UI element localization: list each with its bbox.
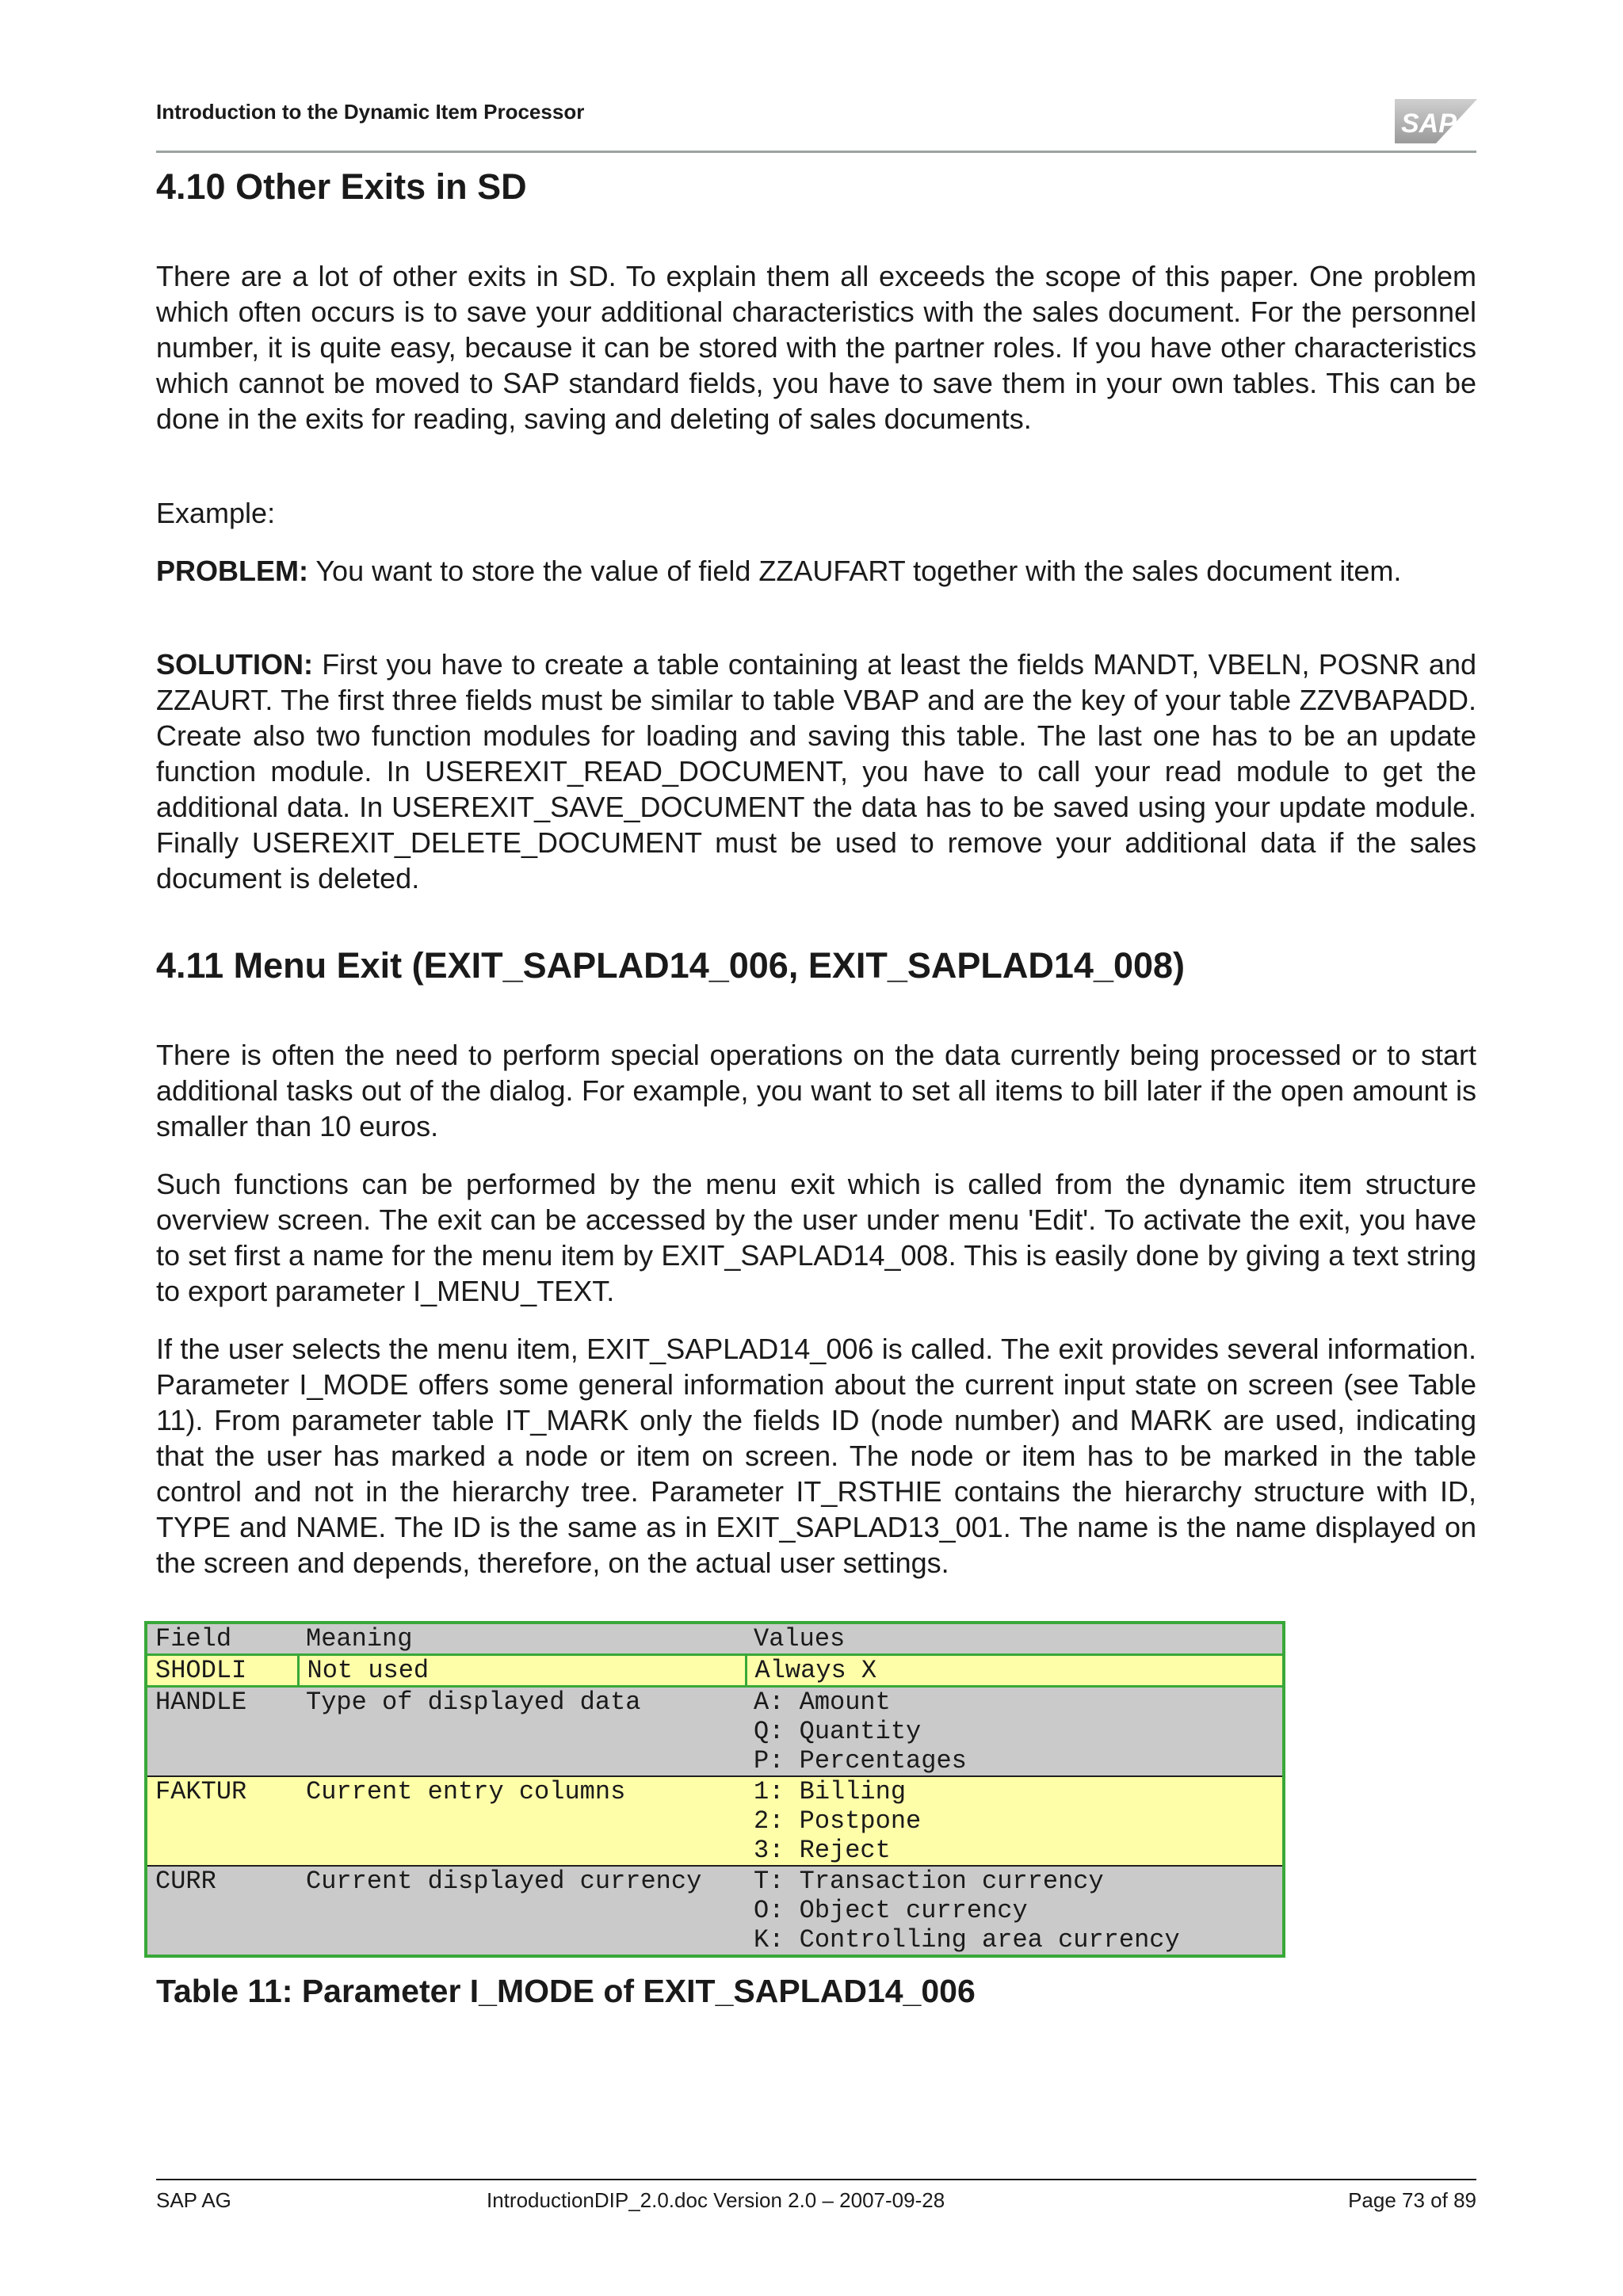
- problem-paragraph: [156, 553, 1476, 589]
- table-cell-meaning: Current displayed currency: [298, 1866, 746, 1956]
- table-caption: Table 11: Parameter I_MODE of EXIT_SAPLAD14_006: [156, 1973, 976, 2009]
- table-header-cell: Meaning: [298, 1623, 746, 1655]
- table-row: [146, 1655, 1284, 1687]
- solution-text: First you have to create a table containing at least the fields MANDT, VBELN, POSNR and ZZAURT. The first three fields must be similar to table VBAP and are the key of your table ZZVBAPADD. Create also two function modules for loading and saving this table. The last one has to be an update function module. In USEREXIT_READ_DOCUMENT, you have to call your read module to get the additional data. In USEREXIT_SAVE_DOCUMENT the data has to be saved using your update module. Finally USEREXIT_DELETE_DOCUMENT must be used to remove your additional data if the sales document is deleted.: [156, 648, 1476, 894]
- section-heading-4-11: 4.11 Menu Exit (EXIT_SAPLAD14_006, EXIT_SAPLAD14_008): [156, 945, 1186, 986]
- sap-logo: [1395, 99, 1477, 143]
- table-cell-field: CURR: [146, 1866, 298, 1956]
- footer-page-number: Page 73 of 89: [1348, 2188, 1476, 2212]
- problem-label: PROBLEM:: [156, 555, 308, 587]
- paragraph-menu-exit-functions: Such functions can be performed by the menu exit which is called from the dynamic item structure overview screen. The exit can be accessed by the user under menu 'Edit'. To activate the exit, you have to set first a name for the menu item by EXIT_SAPLAD14_008. This is easily done by giving a text string to export parameter I_MENU_TEXT.: [156, 1168, 1476, 1307]
- solution-paragraph: [156, 646, 1476, 896]
- header-divider: [156, 151, 1476, 153]
- table-cell-meaning: Type of displayed data: [298, 1687, 746, 1777]
- footer-divider: [156, 2179, 1476, 2180]
- table-header-cell: Values: [746, 1623, 1284, 1655]
- table-cell-values: Always X: [746, 1655, 1284, 1687]
- problem-text: You want to store the value of field ZZAUFART together with the sales document item.: [308, 555, 1402, 587]
- table-row: [146, 1866, 1284, 1956]
- table-cell-field: FAKTUR: [146, 1776, 298, 1866]
- table-row: [146, 1776, 1284, 1866]
- table-cell-values: A: Amount Q: Quantity P: Percentages: [746, 1687, 1284, 1777]
- table-cell-field: HANDLE: [146, 1687, 298, 1777]
- footer-company: SAP AG: [156, 2188, 231, 2212]
- solution-label: SOLUTION:: [156, 648, 313, 681]
- table-cell-meaning: Not used: [298, 1655, 746, 1687]
- paragraph-menu-exit-parameters: If the user selects the menu item, EXIT_SAPLAD14_006 is called. The exit provides several information. Parameter I_MODE offers some general information about the current input state on screen (see Table 11). From parameter table IT_MARK only the fields ID (node number) and MARK are used, indicating that the user has marked a node or item on screen. The node or item has to be marked in the table control and not in the hierarchy tree. Parameter IT_RSTHIE contains the hierarchy structure with ID, TYPE and NAME. The ID is the same as in EXIT_SAPLAD13_001. The name is the name displayed on the screen and depends, therefore, on the actual user settings.: [156, 1333, 1476, 1579]
- section-heading-4-10: 4.10 Other Exits in SD: [156, 166, 527, 207]
- table-header-row: [146, 1623, 1284, 1655]
- sap-logo-text: SAP: [1401, 109, 1457, 139]
- table-cell-meaning: Current entry columns: [298, 1776, 746, 1866]
- paragraph-other-exits: There are a lot of other exits in SD. To explain them all exceeds the scope of this paper. One problem which often occurs is to save your additional characteristics with the sales document. For the personnel number, it is quite easy, because it can be stored with the partner roles. If you have other characteristics which cannot be moved to SAP standard fields, you have to save them in your own tables. This can be done in the exits for reading, saving and deleting of sales documents.: [156, 260, 1476, 435]
- footer-document-info: IntroductionDIP_2.0.doc Version 2.0 – 2007-09-28: [487, 2188, 945, 2212]
- i-mode-table: [144, 1621, 1285, 1958]
- table-header-cell: Field: [146, 1623, 298, 1655]
- running-header: Introduction to the Dynamic Item Processor: [156, 100, 585, 124]
- table-row: [146, 1687, 1284, 1777]
- table-cell-values: 1: Billing 2: Postpone 3: Reject: [746, 1776, 1284, 1866]
- table-cell-values: T: Transaction currency O: Object currency K: Controlling area currency: [746, 1866, 1284, 1956]
- example-label: Example:: [156, 497, 276, 529]
- table-cell-field: SHODLI: [146, 1655, 298, 1687]
- paragraph-menu-exit-need: There is often the need to perform special operations on the data currently being processed or to start additional tasks out of the dialog. For example, you want to set all items to bill later if the open amount is smaller than 10 euros.: [156, 1039, 1476, 1142]
